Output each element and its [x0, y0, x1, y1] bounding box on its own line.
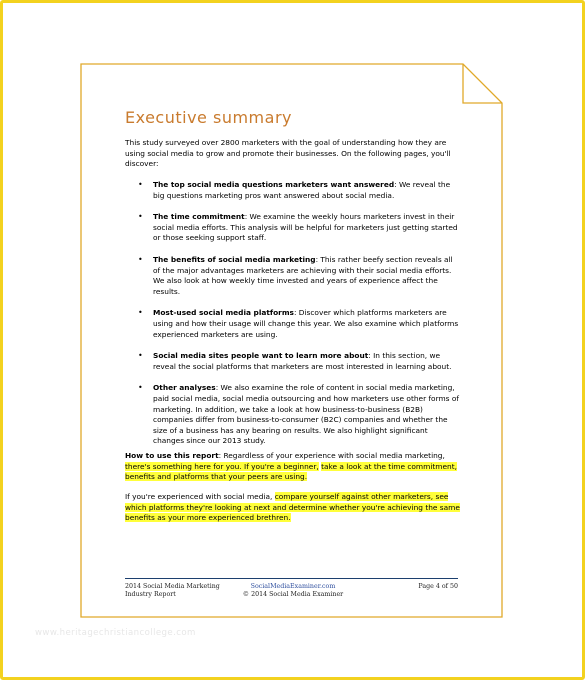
list-item: • The time commitment: We examine the weekly hours marketers invest in their social media efforts. This analysis will be helpful for marketers just getting started or those seeking support staff. — [138, 212, 458, 243]
list-item: • Other analyses: We also examine the role of content in social media marketing, paid social media, social media outsourcing and how marketers use other forms of marketing. In addition, we take a look at how business-to-business (B2B) companies differ from business-to-consumer (B2C) companies and whether the size of a business has any bearing on results. We also highlight significant changes since our 2013 study. — [138, 383, 460, 446]
bullet-icon: • — [138, 254, 143, 264]
how-to-use-paragraph: How to use this report: Regardless of your experience with social media marketing, there's something here for you. If you're a beginner, take a look at the time commitment, benefits and platforms that your peers are using. — [125, 451, 457, 482]
watermark-text: www.heritagechristiancollege.com — [35, 628, 196, 638]
page-footer — [125, 578, 458, 598]
summary-list — [125, 180, 460, 458]
list-item: • The benefits of social media marketing: This rather beefy section reveals all of the major advantages marketers are achieving with their social media efforts. We also look at how weekly time invested and years of experience affect the results. — [138, 254, 453, 296]
bullet-icon: • — [138, 351, 143, 361]
bullet-icon: • — [138, 212, 143, 222]
page-number: Page 4 of 50 — [418, 583, 458, 590]
footer-report-name: 2014 Social Media Marketing Industry Report — [125, 583, 220, 598]
list-item: • The top social media questions marketers want answered: We reveal the big questions marketing pros want answered about social media. — [138, 180, 451, 200]
footer-link[interactable]: SocialMediaExaminer.com — [250, 583, 336, 590]
footer-copyright: © 2014 Social Media Examiner — [242, 590, 344, 598]
bullet-icon: • — [138, 308, 143, 318]
experienced-paragraph: If you're experienced with social media, compare yourself against other marketers, see which platforms they're looking at next and determine whether you're achieving the same benefits as your more experienced brethren. — [125, 492, 460, 523]
bullet-icon: • — [138, 383, 143, 393]
bullet-icon: • — [138, 180, 143, 189]
list-item: • Social media sites people want to learn more about: In this section, we reveal the social platforms that marketers are most interested in learning about. — [138, 351, 452, 371]
intro-paragraph: This study surveyed over 2800 marketers with the goal of understanding how they are using social media to grow and promote their businesses. On the following pages, you'll discover: — [125, 138, 451, 169]
page-title: Executive summary — [125, 108, 292, 127]
list-item: • Most-used social media platforms: Discover which platforms marketers are using and how their usage will change this year. We also examine which platforms experienced marketers are using. — [138, 308, 459, 339]
footer-source — [223, 583, 363, 598]
